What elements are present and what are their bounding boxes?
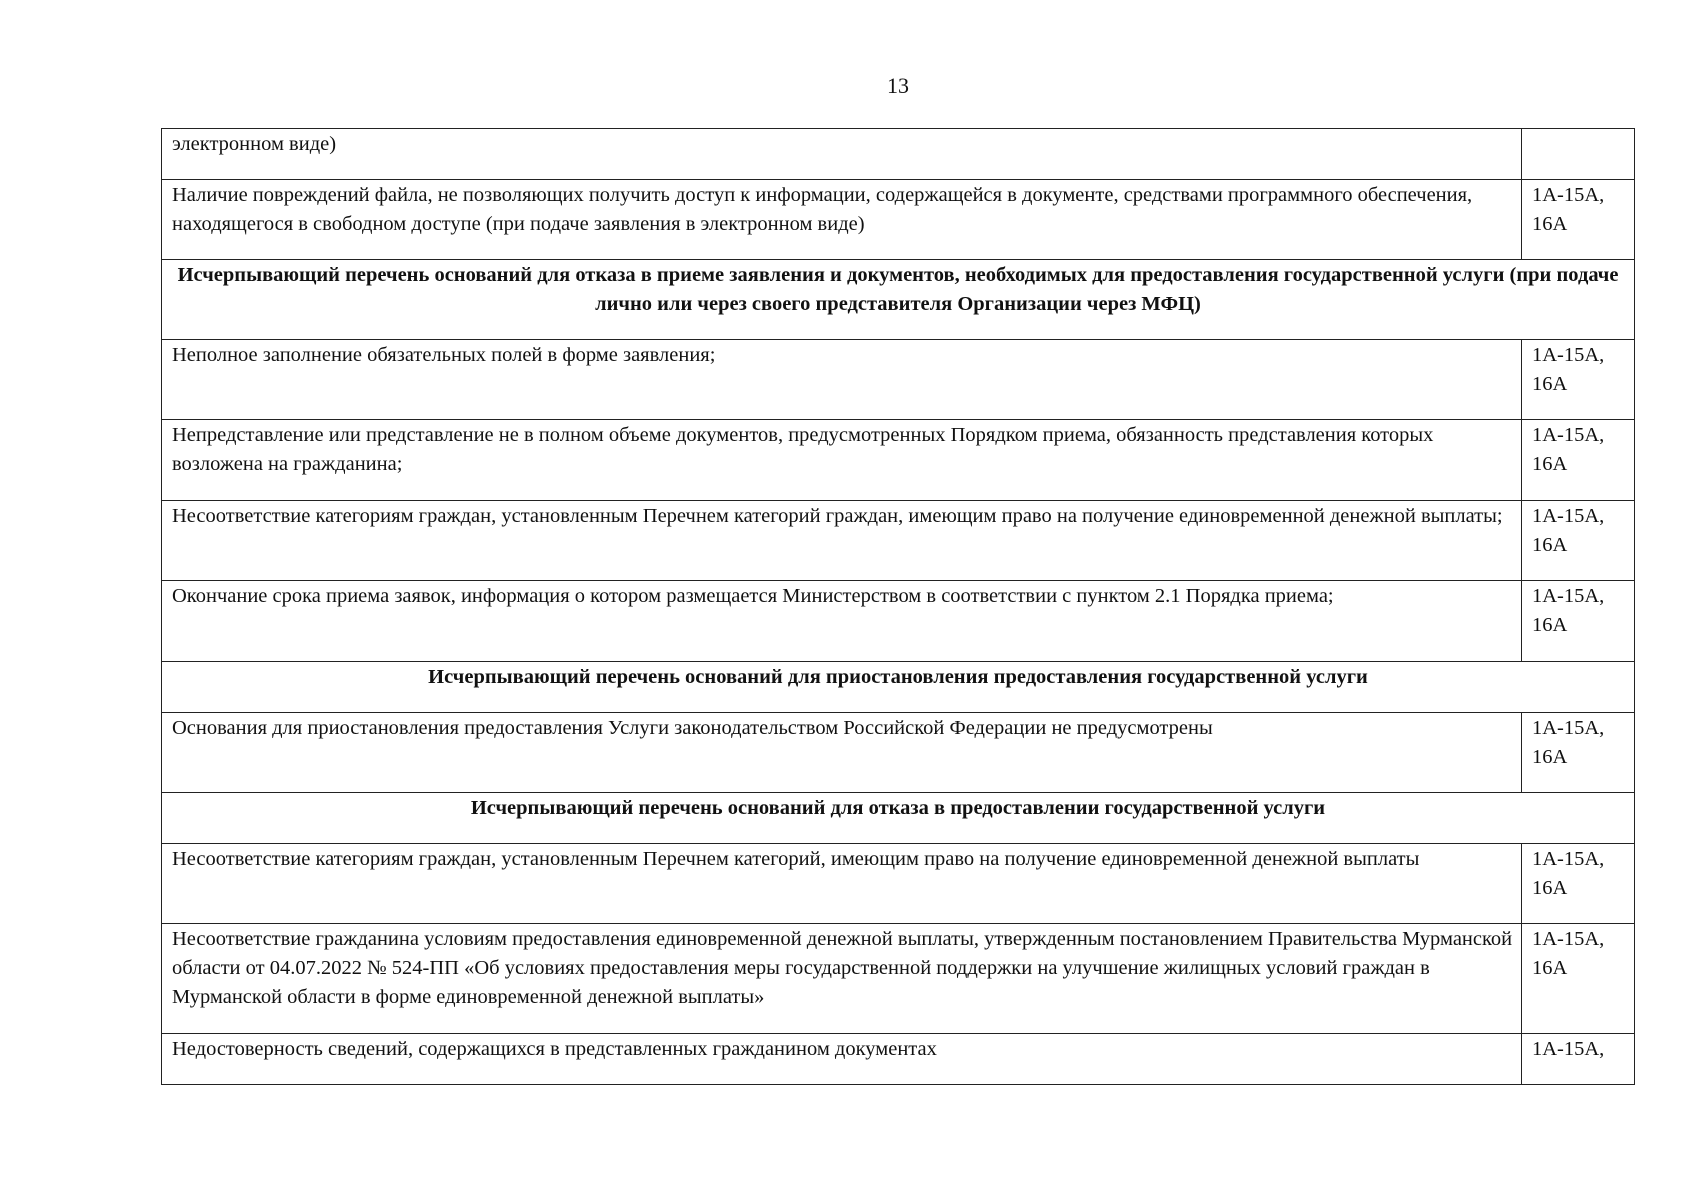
table-row (162, 924, 1635, 1034)
code-cell: 1А-15А, 16А (1522, 713, 1635, 793)
code-cell: 1А-15А, 16А (1522, 340, 1635, 420)
code-cell: 1А-15А, 16А (1522, 844, 1635, 924)
table-row (162, 581, 1635, 662)
code-cell: 1А-15А, 16А (1522, 420, 1635, 501)
section-header-row (162, 793, 1635, 844)
table-row (162, 713, 1635, 793)
table-row (162, 420, 1635, 501)
section-heading: Исчерпывающий перечень оснований для приостановления предоставления государственной услуги (162, 662, 1635, 713)
ground-text-cell: Несоответствие категориям граждан, установленным Перечнем категорий, имеющим право на получение единовременной денежной выплаты (162, 844, 1522, 924)
ground-text-cell: Основания для приостановления предоставления Услуги законодательством Российской Федерации не предусмотрены (162, 713, 1522, 793)
section-header-row (162, 260, 1635, 340)
ground-text-cell: Непредставление или представление не в полном объеме документов, предусмотренных Порядком приема, обязанность представления которых возложена на гражданина; (162, 420, 1522, 501)
ground-text-cell: Несоответствие гражданина условиям предоставления единовременной денежной выплаты, утвержденным постановлением Правительства Мурманской области от 04.07.2022 № 524-ПП «Об условиях предоставления меры государственной поддержки на улучшение жилищных условий граждан в Мурманской области в форме единовременной денежной выплаты» (162, 924, 1522, 1034)
table-row (162, 129, 1635, 180)
code-cell: 1А-15А, 16А (1522, 180, 1635, 260)
code-cell: 1А-15А, 16А (1522, 581, 1635, 662)
ground-text-cell: Несоответствие категориям граждан, установленным Перечнем категорий граждан, имеющим право на получение единовременной денежной выплаты; (162, 501, 1522, 581)
section-header-row (162, 662, 1635, 713)
ground-text-cell: Неполное заполнение обязательных полей в форме заявления; (162, 340, 1522, 420)
ground-text-cell: Окончание срока приема заявок, информация о котором размещается Министерством в соответствии с пунктом 2.1 Порядка приема; (162, 581, 1522, 662)
table-row (162, 844, 1635, 924)
grounds-table (161, 128, 1635, 1085)
ground-text-cell: Недостоверность сведений, содержащихся в представленных гражданином документах (162, 1034, 1522, 1085)
page-number: 13 (887, 73, 909, 98)
table-row (162, 1034, 1635, 1085)
code-cell: 1А-15А, 16А (1522, 924, 1635, 1034)
code-cell (1522, 129, 1635, 180)
table-row (162, 180, 1635, 260)
code-cell: 1А-15А, (1522, 1034, 1635, 1085)
table-row (162, 340, 1635, 420)
table-row (162, 501, 1635, 581)
section-heading: Исчерпывающий перечень оснований для отказа в приеме заявления и документов, необходимых для предоставления государственной услуги (при подаче лично или через своего представителя Организации через МФЦ) (162, 260, 1635, 340)
ground-text-cell: Наличие повреждений файла, не позволяющих получить доступ к информации, содержащейся в документе, средствами программного обеспечения, находящегося в свободном доступе (при подаче заявления в электронном виде) (162, 180, 1522, 260)
code-cell: 1А-15А, 16А (1522, 501, 1635, 581)
ground-text-cell: электронном виде) (162, 129, 1522, 180)
section-heading: Исчерпывающий перечень оснований для отказа в предоставлении государственной услуги (162, 793, 1635, 844)
